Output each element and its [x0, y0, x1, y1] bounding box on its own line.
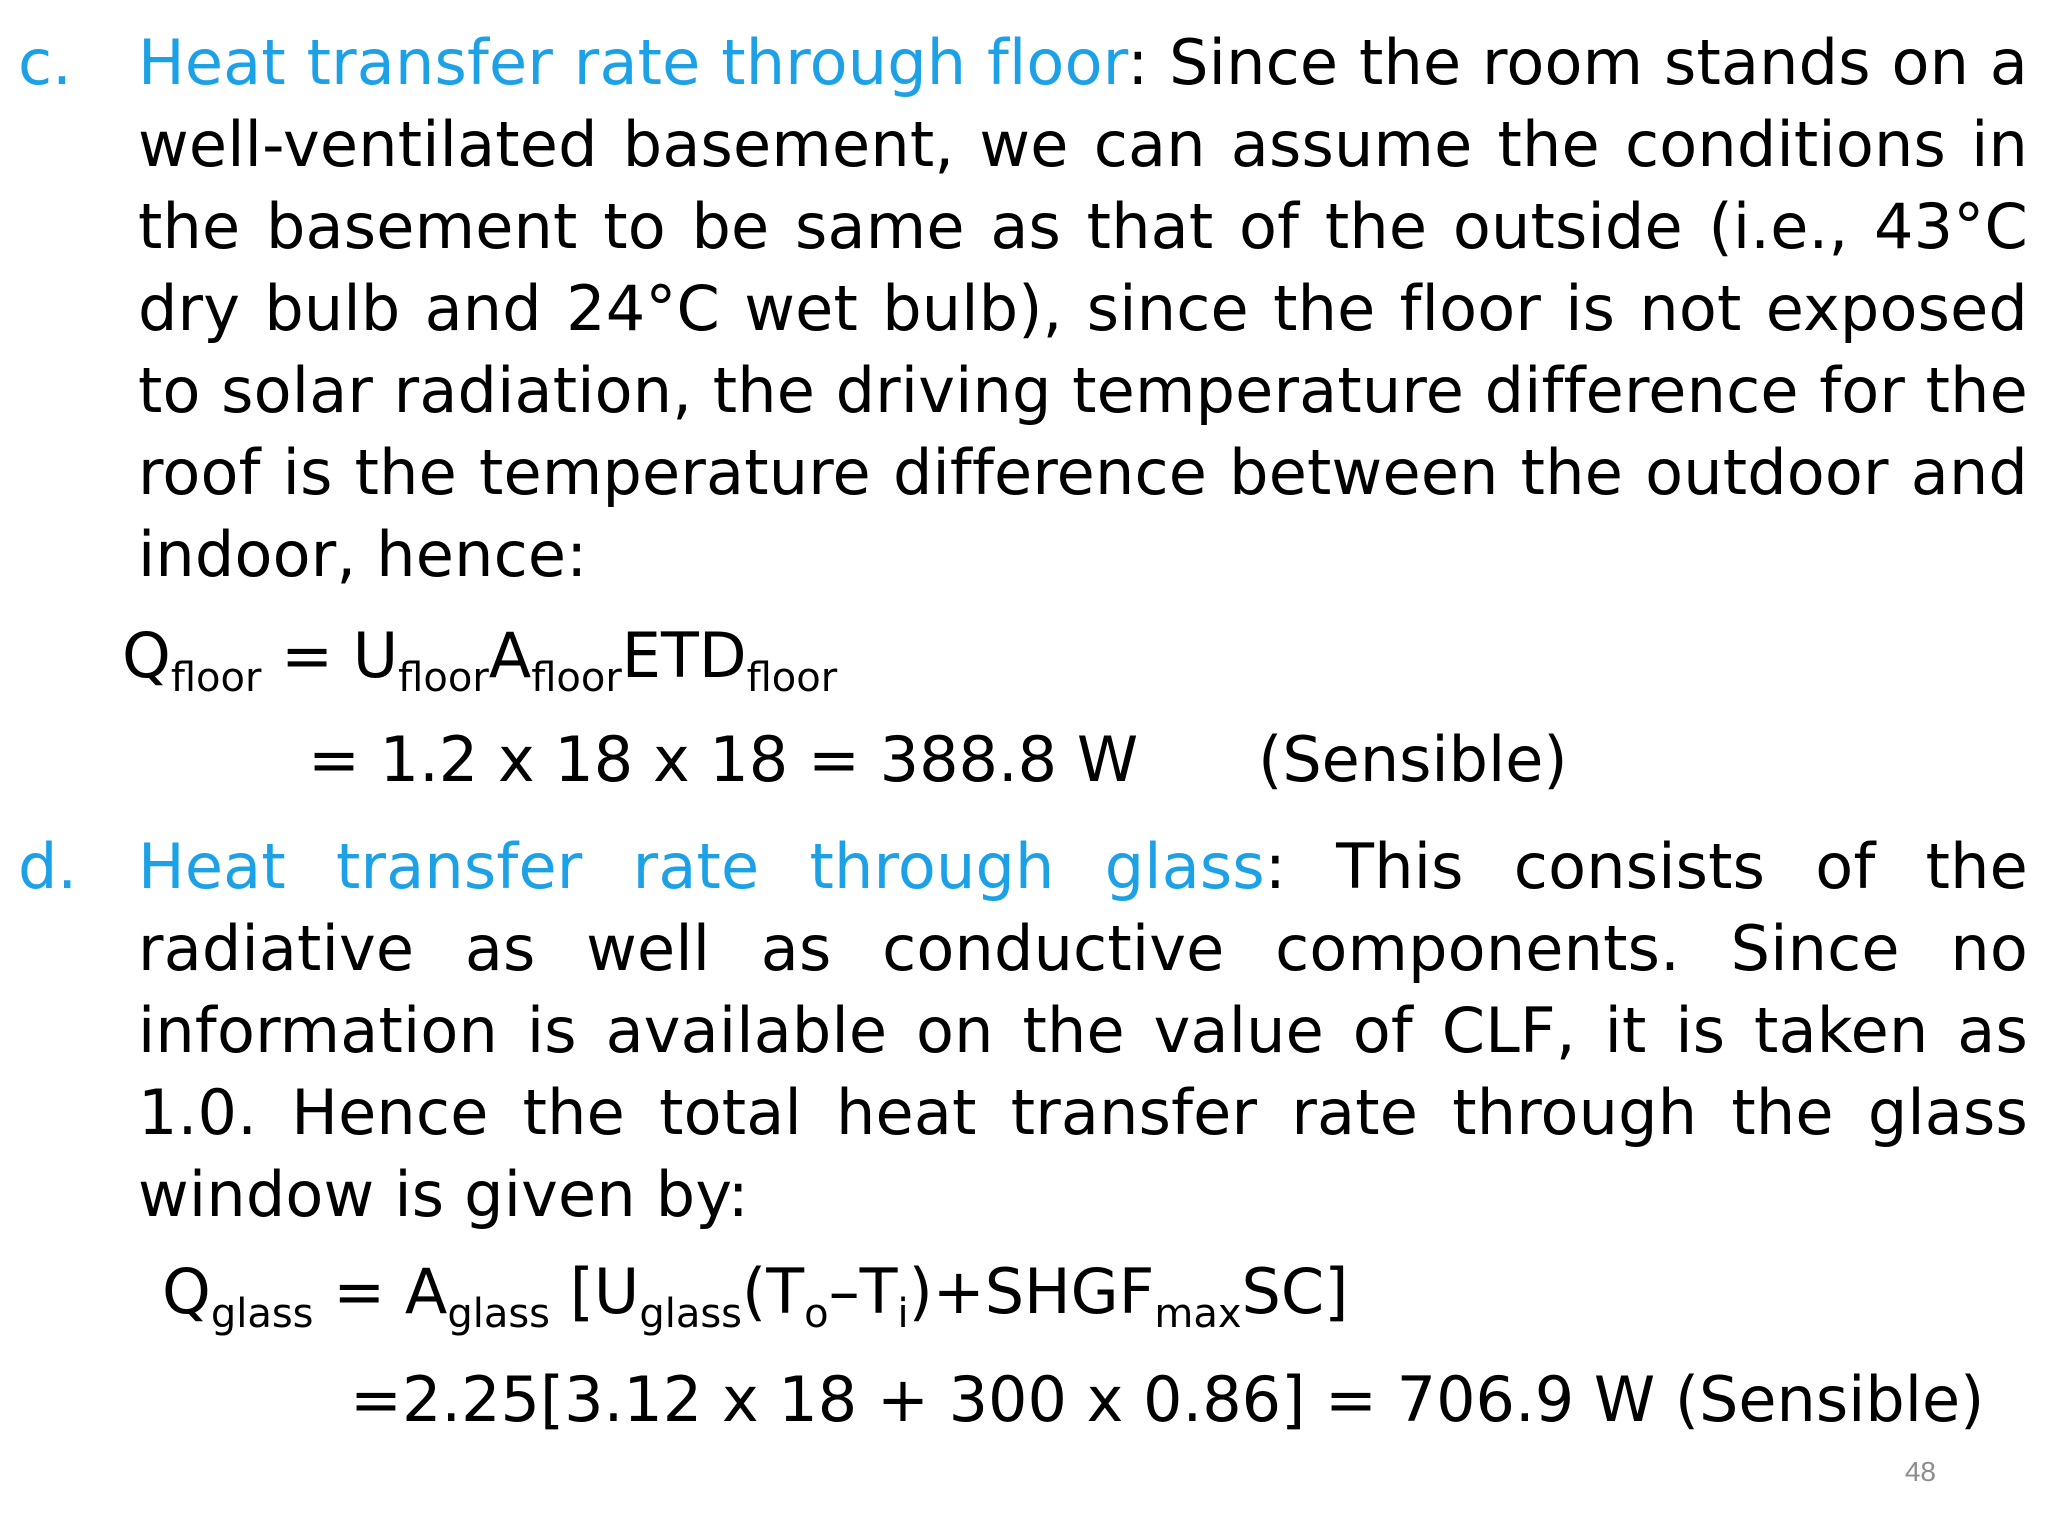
eq-glass-q: Q [162, 1255, 211, 1328]
item-label-d: d. [18, 830, 78, 903]
eq-floor-u-sub: floor [398, 655, 489, 701]
eq-floor-a-sub: floor [531, 655, 622, 701]
page-number: 48 [1904, 1456, 1936, 1487]
eq-glass-ti: –T [828, 1255, 898, 1328]
paragraph-d-text: : This consists of the radiative as well as conductive components. Since no information is available on the value of CLF, it is taken as 1.0. Hence the total heat transfer rate through the glass window is given by: [138, 830, 2028, 1231]
eq-glass-result-value: =2.25[3.12 x 18 + 300 x 0.86] = 706.9 W (Sensible) [350, 1363, 1985, 1436]
eq-glass-a-sub: glass [447, 1291, 551, 1337]
heading-glass: Heat transfer rate through glass [138, 830, 1265, 903]
paragraph-c-text: : Since the room stands on a well-ventilated basement, we can assume the conditions in the basement to be same as that of the outside (i.e., 43°C dry bulb and 24°C wet bulb), since the floor is not exposed to solar radiation, the driving temperature difference for the roof is the temperature difference between the outdoor and indoor, hence: [138, 26, 2028, 591]
eq-glass-u: U [593, 1255, 640, 1328]
eq-glass-equals: = [313, 1255, 405, 1328]
eq-floor-note: (Sensible) [1258, 723, 1568, 796]
eq-glass-to-sub: o [804, 1291, 829, 1337]
eq-floor-etd-sub: floor [746, 655, 838, 701]
eq-glass-to: (T [742, 1255, 805, 1328]
paragraph-c [138, 22, 2028, 596]
eq-floor-q-sub: floor [170, 655, 262, 701]
eq-glass-q-sub: glass [210, 1291, 314, 1337]
eq-floor-q: Q [122, 619, 171, 692]
list-item-c [18, 22, 2028, 596]
eq-glass-u-sub: glass [639, 1291, 743, 1337]
eq-floor-result-value: = 1.2 x 18 x 18 = 388.8 W [308, 723, 1139, 796]
equation-floor-formula [122, 616, 838, 701]
item-label-c: c. [18, 26, 72, 99]
equation-glass-result [350, 1360, 1984, 1440]
heading-floor: Heat transfer rate through floor [138, 26, 1128, 99]
eq-floor-u: U [352, 619, 399, 692]
eq-floor-equals: = [261, 619, 353, 692]
eq-floor-etd: ETD [621, 619, 747, 692]
paragraph-d [138, 826, 2028, 1236]
eq-floor-a: A [488, 619, 532, 692]
list-item-d [18, 826, 2028, 1236]
eq-glass-a: A [404, 1255, 448, 1328]
eq-glass-shgf-sub: max [1154, 1291, 1242, 1337]
eq-glass-sc: SC] [1241, 1255, 1349, 1328]
equation-floor-result [308, 720, 1568, 800]
equation-glass-formula [162, 1252, 1349, 1337]
eq-glass-ti-sub: i [897, 1291, 909, 1337]
eq-glass-shgf: )+SHGF [908, 1255, 1155, 1328]
eq-glass-bracket-open: [ [550, 1255, 594, 1328]
